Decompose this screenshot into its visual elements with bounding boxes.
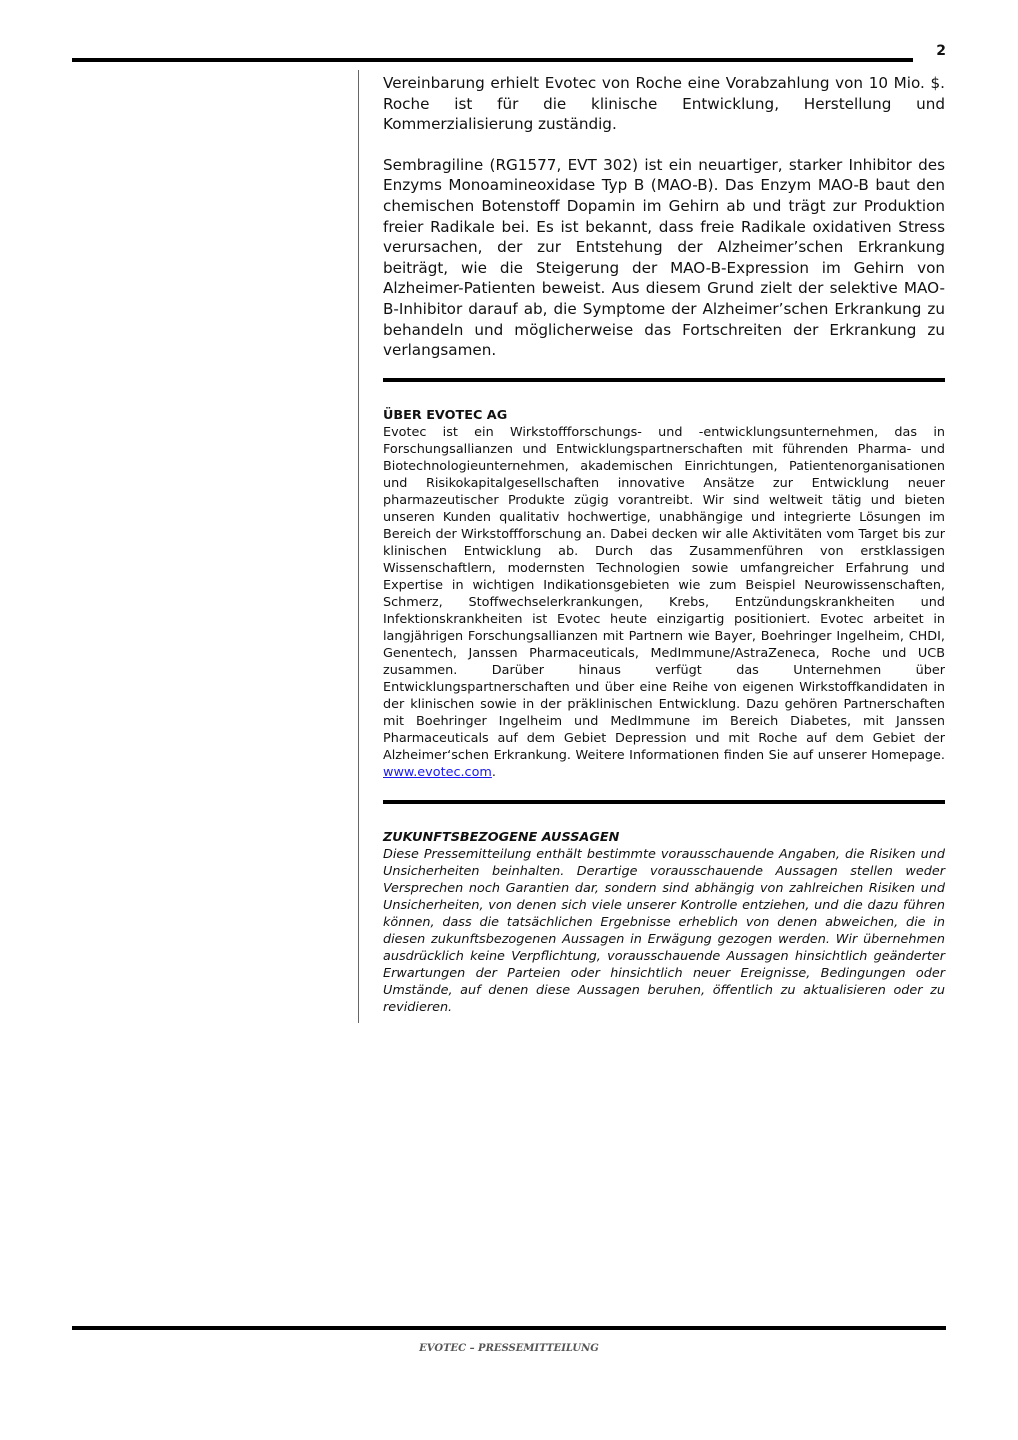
section-divider-about: [383, 378, 945, 382]
about-heading: ÜBER EVOTEC AG: [383, 407, 508, 423]
footer-rule: [72, 1326, 946, 1330]
page-number: 2: [936, 43, 946, 59]
header-rule: [72, 58, 913, 62]
main-column: [383, 73, 945, 1016]
forward-looking-text: Diese Pressemitteilung enthält bestimmte vorausschauende Angaben, die Risiken und Unsicherheiten beinhalten. Derartige vorausschauende Aussagen stellen weder Versprechen noch Garantien dar, sondern sind abhängig von zahlreichen Risiken und Unsicherheiten, von denen sich viele unserer Kontrolle entziehen, und die dazu führen können, dass die tatsächlichen Ergebnisse erheblich von denen abweichen, die in diesen zukunftsbezogenen Aussagen in Erwägung gezogen werden. Wir übernehmen ausdrücklich keine Verpflichtung, vorausschauende Aussagen hinsichtlich geänderter Erwartungen der Parteien oder hinsichtlich neuer Ereignisse, Bedingungen oder Umstände, auf denen diese Aussagen beruhen, öffentlich zu aktualisieren oder zu revidieren.: [383, 846, 945, 1015]
section-divider-forward: [383, 800, 945, 804]
intro-paragraph-2: Sembragiline (RG1577, EVT 302) ist ein neuartiger, starker Inhibitor des Enzyms Monoamineoxidase Typ B (MAO-B). Das Enzym MAO-B baut den chemischen Botenstoff Dopamin im Gehirn ab und trägt zur Produktion freier Radikale bei. Es ist bekannt, dass freie Radikale oxidativen Stress verursachen, der zur Entstehung der Alzheimer’schen Erkrankung beiträgt, wie die Steigerung der MAO-B-Expression im Gehirn von Alzheimer-Patienten beweist. Aus diesem Grund zielt der selektive MAO-B-Inhibitor darauf ab, die Symptome der Alzheimer’schen Erkrankung zu behandeln und möglicherweise das Fortschreiten der Erkrankung zu verlangsamen.: [383, 155, 945, 360]
footer-label: EVOTEC – PRESSEMITTEILUNG: [419, 1343, 599, 1354]
intro-paragraph-1: Vereinbarung erhielt Evotec von Roche eine Vorabzahlung von 10 Mio. $. Roche ist für die klinische Entwicklung, Herstellung und Kommerzialisierung zuständig.: [383, 74, 945, 134]
about-link-suffix: .: [491, 764, 496, 780]
column-divider: [358, 70, 359, 1023]
about-text: [383, 424, 945, 781]
evotec-homepage-link[interactable]: www.evotec.com: [383, 764, 492, 780]
forward-looking-heading: ZUKUNFTSBEZOGENE AUSSAGEN: [383, 829, 620, 845]
about-body: Evotec ist ein Wirkstoffforschungs- und -entwicklungsunternehmen, das in Forschungsallianzen und Entwicklungspartnerschaften mit führenden Pharma- und Biotechnologieunternehmen, akademischen Einrichtungen, Patientenorganisationen und Risikokapitalgesellschaften innovative Ansätze zur Entwicklung neuer pharmazeutischer Produkte zügig vorantreibt. Wir sind weltweit tätig und bieten unseren Kunden qualitativ hochwertige, unabhängige und integrierte Lösungen im Bereich der Wirkstoffforschung an. Dabei decken wir alle Aktivitäten vom Target bis zur klinischen Entwicklung ab. Durch das Zusammenführen von erstklassigen Wissenschaftlern, modernsten Technologien sowie umfangreicher Erfahrung und Expertise in wichtigen Indikationsgebieten wie zum Beispiel Neurowissenschaften, Schmerz, Stoffwechselerkrankungen, Krebs, Entzündungskrankheiten und Infektionskrankheiten ist Evotec heute einzigartig positioniert. Evotec arbeitet in langjährigen Forschungsallianzen mit Partnern wie Bayer, Boehringer Ingelheim, CHDI, Genentech, Janssen Pharmaceuticals, MedImmune/AstraZeneca, Roche und UCB zusammen. Darüber hinaus verfügt das Unternehmen über Entwicklungspartnerschaften und über eine Reihe von eigenen Wirkstoffkandidaten in der klinischen sowie in der präklinischen Entwicklung. Dazu gehören Partnerschaften mit Boehringer Ingelheim und MedImmune im Bereich Diabetes, mit Janssen Pharmaceuticals auf dem Gebiet Depression und mit Roche auf dem Gebiet der Alzheimer‘schen Erkrankung. Weitere Informationen finden Sie auf unserer Homepage.: [383, 424, 945, 763]
